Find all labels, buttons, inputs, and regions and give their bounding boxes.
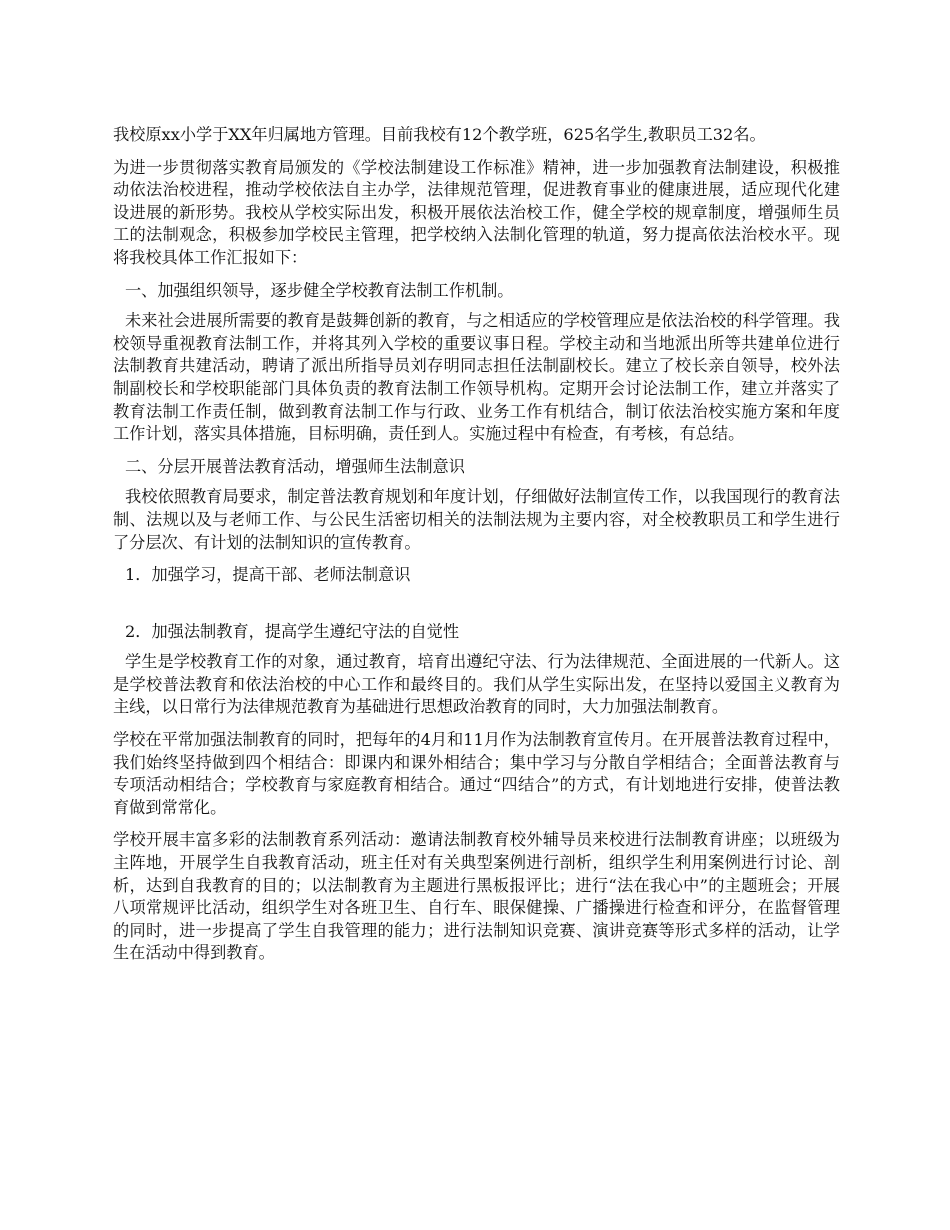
purpose-paragraph: 为进一步贯彻落实教育局颁发的《学校法制建设工作标准》精神，进一步加强教育法制建设，积极推动依法治校进程，推动学校依法自主办学，法律规范管理，促进教育事业的健康进展，适应现代化建设进展的新形势。我校从学校实际出发，积极开展依法治校工作，健全学校的规章制度，增强师生员工的法制观念，积极参加学校民主管理，把学校纳入法制化管理的轨道，努力提高依法治校水平。现将我校具体工作汇报如下： [113,157,840,267]
section-1-paragraph: 未来社会进展所需要的教育是鼓舞创新的教育，与之相适应的学校管理应是依法治校的科学管理。我校领导重视教育法制工作，并将其列入学校的重要议事日程。学校主动和当地派出所等共建单位进行法制教育共建活动，聘请了派出所指导员刘存明同志担任法制副校长。建立了校长亲自领导，校外法制副校长和学校职能部门具体负责的教育法制工作领导机构。定期开会讨论法制工作，建立并落实了教育法制工作责任制，做到教育法制工作与行政、业务工作有机结合，制订依法治校实施方案和年度工作计划，落实具体措施，目标明确，责任到人。实施过程中有检查，有考核，有总结。 [113,311,840,444]
subsection-heading-2: 2．加强法制教育，提高学生遵纪守法的自觉性 [125,621,460,641]
students-paragraph: 学生是学校教育工作的对象，通过教育，培育出遵纪守法、行为法律规范、全面进展的一代新人。这是学校普法教育和依法治校的中心工作和最终目的。我们从学生实际出发，在坚持以爱国主义教育为主线，以日常行为法律规范教育为基础进行思想政治教育的同时，大力加强法制教育。 [113,652,840,717]
section-heading-2: 二、分层开展普法教育活动，增强师生法制意识 [125,456,465,476]
blank-space [113,595,840,621]
activities-paragraph: 学校开展丰富多彩的法制教育系列活动：邀请法制教育校外辅导员来校进行法制教育讲座；以班级为主阵地，开展学生自我教育活动，班主任对有关典型案例进行剖析，组织学生利用案例进行讨论、剖析，达到自我教育的目的；以法制教育为主题进行黑板报评比；进行“法在我心中”的主题班会；开展八项常规评比活动，组织学生对各班卫生、自行车、眼保健操、广播操进行检查和评分，在监督管理的同时，进一步提高了学生自我管理的能力；进行法制知识竞赛、演讲竞赛等形式多样的活动，让学生在活动中得到教育。 [113,830,840,963]
section-heading-1: 一、加强组织领导，逐步健全学校教育法制工作机制。 [125,280,514,300]
subsection-heading-1: 1．加强学习，提高干部、老师法制意识 [125,565,411,585]
publicity-month-paragraph: 学校在平常加强法制教育的同时，把每年的4月和11月作为法制教育宣传月。在开展普法教育过程中，我们始终坚持做到四个相结合：即课内和课外相结合；集中学习与分散自学相结合；全面普法教育与专项活动相结合；学校教育与家庭教育相结合。通过“四结合”的方式，有计划地进行安排，使普法教育做到常常化。 [113,730,840,817]
document-page [113,124,840,975]
intro-paragraph: 我校原xx小学于XX年归属地方管理。目前我校有12个教学班，625名学生,教职员工32名。 [113,125,766,144]
section-2-paragraph: 我校依照教育局要求，制定普法教育规划和年度计划，仔细做好法制宣传工作，以我国现行的教育法制、法规以及与老师工作、与公民生活密切相关的法制法规为主要内容，对全校教职员工和学生进行了分层次、有计划的法制知识的宣传教育。 [113,487,840,552]
